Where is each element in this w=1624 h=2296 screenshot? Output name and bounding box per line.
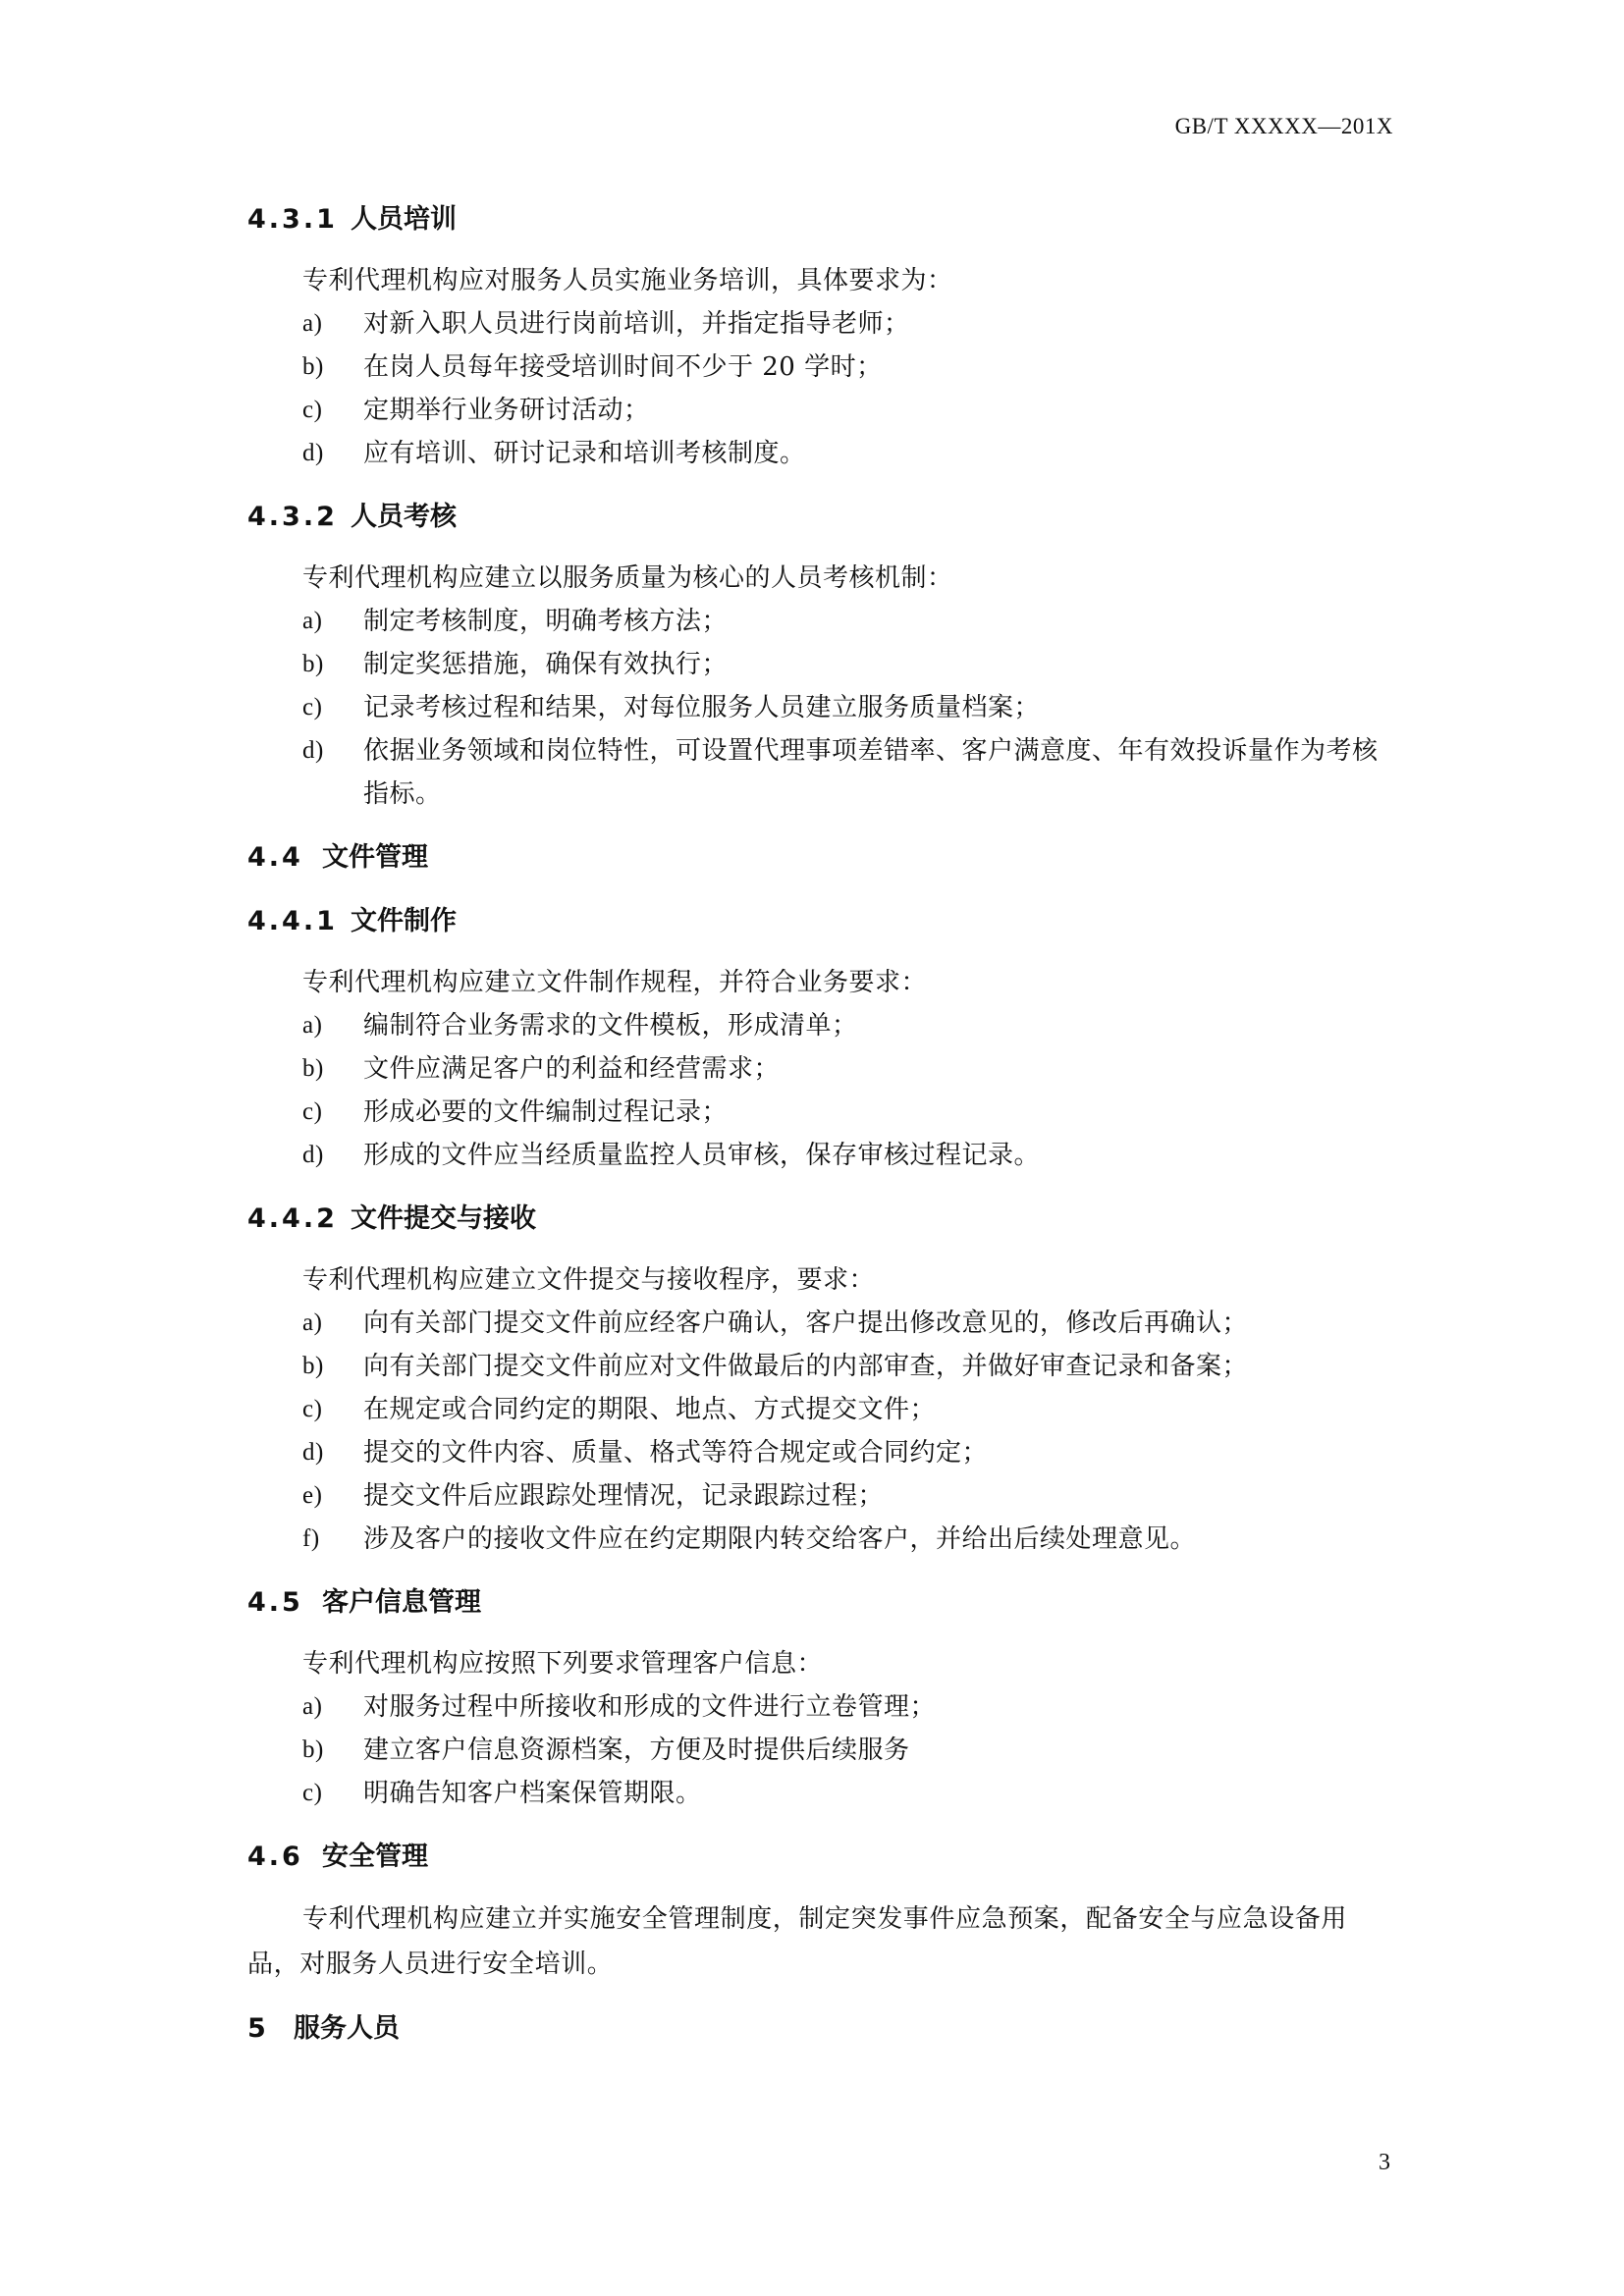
item-text: 依据业务领域和岗位特性，可设置代理事项差错率、客户满意度、年有效投诉量作为考核指标。 <box>363 736 1379 809</box>
item-marker: f) <box>302 1525 320 1552</box>
item-text: 文件应满足客户的利益和经营需求； <box>363 1054 781 1084</box>
section-4-4-2 <box>247 1198 1391 1561</box>
item-text: 向有关部门提交文件前应经客户确认，客户提出修改意见的，修改后再确认； <box>363 1308 1249 1338</box>
section-4-4-1 <box>247 900 1391 1177</box>
section-number: 4.3.2 <box>247 502 338 532</box>
list-item <box>247 1685 1391 1729</box>
item-marker: b) <box>302 1736 324 1763</box>
list-item <box>247 1004 1391 1047</box>
item-text: 涉及客户的接收文件应在约定期限内转交给客户，并给出后续处理意见。 <box>363 1524 1197 1554</box>
list-item <box>247 1134 1391 1177</box>
list-item <box>247 432 1391 475</box>
list-item <box>247 1302 1391 1345</box>
section-number: 4.5 <box>247 1587 303 1618</box>
item-text: 应有培训、研讨记录和培训考核制度。 <box>363 439 806 468</box>
item-marker: a) <box>302 1309 323 1336</box>
item-marker: d) <box>302 1439 324 1466</box>
list-item <box>247 1047 1391 1091</box>
section-paragraph: 专利代理机构应建立并实施安全管理制度，制定突发事件应急预案，配备安全与应急设备用品，对服务人员进行安全培训。 <box>247 1904 1348 1979</box>
item-marker: a) <box>302 608 323 634</box>
item-marker: d) <box>302 1142 324 1168</box>
item-list <box>247 600 1391 816</box>
section-intro: 专利代理机构应建立以服务质量为核心的人员考核机制： <box>302 563 953 593</box>
list-item <box>247 346 1391 389</box>
section-number: 5 <box>247 2013 269 2044</box>
item-text: 制定考核制度，明确考核方法； <box>363 607 729 636</box>
section-5 <box>247 2007 1391 2051</box>
item-marker: c) <box>302 1396 323 1422</box>
item-text: 定期举行业务研讨活动； <box>363 396 650 425</box>
item-text: 对服务过程中所接收和形成的文件进行立卷管理； <box>363 1692 937 1722</box>
list-item <box>247 302 1391 346</box>
item-list <box>247 302 1391 475</box>
item-list <box>247 1004 1391 1177</box>
section-title: 服务人员 <box>294 2013 400 2044</box>
item-text: 建立客户信息资源档案，方便及时提供后续服务 <box>363 1735 910 1765</box>
section-heading <box>247 496 1391 539</box>
section-title: 安全管理 <box>322 1842 428 1872</box>
section-title: 文件制作 <box>351 906 457 936</box>
item-marker: a) <box>302 1012 323 1039</box>
list-item <box>247 389 1391 432</box>
list-item <box>247 1772 1391 1815</box>
item-marker: b) <box>302 1055 324 1082</box>
section-title: 文件管理 <box>322 842 428 873</box>
item-text: 编制符合业务需求的文件模板，形成清单； <box>363 1011 858 1041</box>
section-number: 4.4.1 <box>247 906 338 936</box>
list-item <box>247 1431 1391 1474</box>
item-text: 对新入职人员进行岗前培训，并指定指导老师； <box>363 309 910 339</box>
document-body <box>247 198 1391 2051</box>
list-item <box>247 1729 1391 1772</box>
item-marker: b) <box>302 651 324 677</box>
section-4-6 <box>247 1836 1391 1987</box>
section-intro: 专利代理机构应对服务人员实施业务培训，具体要求为： <box>302 266 953 295</box>
list-item <box>247 1345 1391 1388</box>
section-title: 人员培训 <box>351 204 457 235</box>
section-title: 人员考核 <box>351 502 457 532</box>
item-text: 在规定或合同约定的期限、地点、方式提交文件； <box>363 1395 937 1424</box>
item-marker: c) <box>302 397 323 423</box>
section-title: 客户信息管理 <box>322 1587 481 1618</box>
list-item <box>247 729 1391 816</box>
section-4-3-2 <box>247 496 1391 816</box>
section-4-5 <box>247 1581 1391 1815</box>
item-text: 提交文件后应跟踪处理情况，记录跟踪过程； <box>363 1481 885 1511</box>
section-intro: 专利代理机构应建立文件提交与接收程序，要求： <box>302 1265 876 1295</box>
item-list <box>247 1685 1391 1815</box>
section-heading <box>247 198 1391 241</box>
section-intro: 专利代理机构应建立文件制作规程，并符合业务要求： <box>302 968 928 997</box>
item-text: 制定奖惩措施，确保有效执行； <box>363 650 729 679</box>
item-marker: b) <box>302 1353 324 1379</box>
section-4-3-1 <box>247 198 1391 475</box>
section-heading <box>247 836 1391 880</box>
item-text: 提交的文件内容、质量、格式等符合规定或合同约定； <box>363 1438 989 1468</box>
item-marker: b) <box>302 353 324 380</box>
item-marker: a) <box>302 310 323 337</box>
item-marker: e) <box>302 1482 323 1509</box>
section-heading <box>247 1836 1391 1879</box>
item-marker: c) <box>302 694 323 721</box>
list-item <box>247 1518 1391 1561</box>
section-number: 4.6 <box>247 1842 303 1872</box>
item-text: 记录考核过程和结果，对每位服务人员建立服务质量档案； <box>363 693 1041 722</box>
item-marker: d) <box>302 737 324 764</box>
section-number: 4.4 <box>247 842 303 873</box>
item-text: 形成必要的文件编制过程记录； <box>363 1097 729 1127</box>
section-number: 4.4.2 <box>247 1203 338 1234</box>
item-marker: c) <box>302 1780 323 1806</box>
section-intro: 专利代理机构应按照下列要求管理客户信息： <box>302 1649 824 1679</box>
section-4-4 <box>247 836 1391 880</box>
list-item <box>247 1474 1391 1518</box>
list-item <box>247 643 1391 686</box>
item-list <box>247 1302 1391 1561</box>
item-marker: a) <box>302 1693 323 1720</box>
item-text: 明确告知客户档案保管期限。 <box>363 1779 702 1808</box>
list-item <box>247 600 1391 643</box>
section-heading <box>247 1581 1391 1625</box>
item-marker: d) <box>302 440 324 466</box>
section-heading <box>247 900 1391 943</box>
section-title: 文件提交与接收 <box>351 1203 536 1234</box>
item-marker: c) <box>302 1098 323 1125</box>
item-text: 在岗人员每年接受培训时间不少于 20 学时； <box>363 352 883 382</box>
item-text: 形成的文件应当经质量监控人员审核，保存审核过程记录。 <box>363 1141 1041 1170</box>
page-number: 3 <box>1379 2150 1390 2175</box>
list-item <box>247 1091 1391 1134</box>
section-number: 4.3.1 <box>247 204 338 235</box>
standard-code: GB/T XXXXX—201X <box>1174 114 1393 138</box>
list-item <box>247 686 1391 729</box>
section-heading <box>247 2007 1391 2051</box>
item-text: 向有关部门提交文件前应对文件做最后的内部审查，并做好审查记录和备案； <box>363 1352 1249 1381</box>
list-item <box>247 1388 1391 1431</box>
section-heading <box>247 1198 1391 1241</box>
